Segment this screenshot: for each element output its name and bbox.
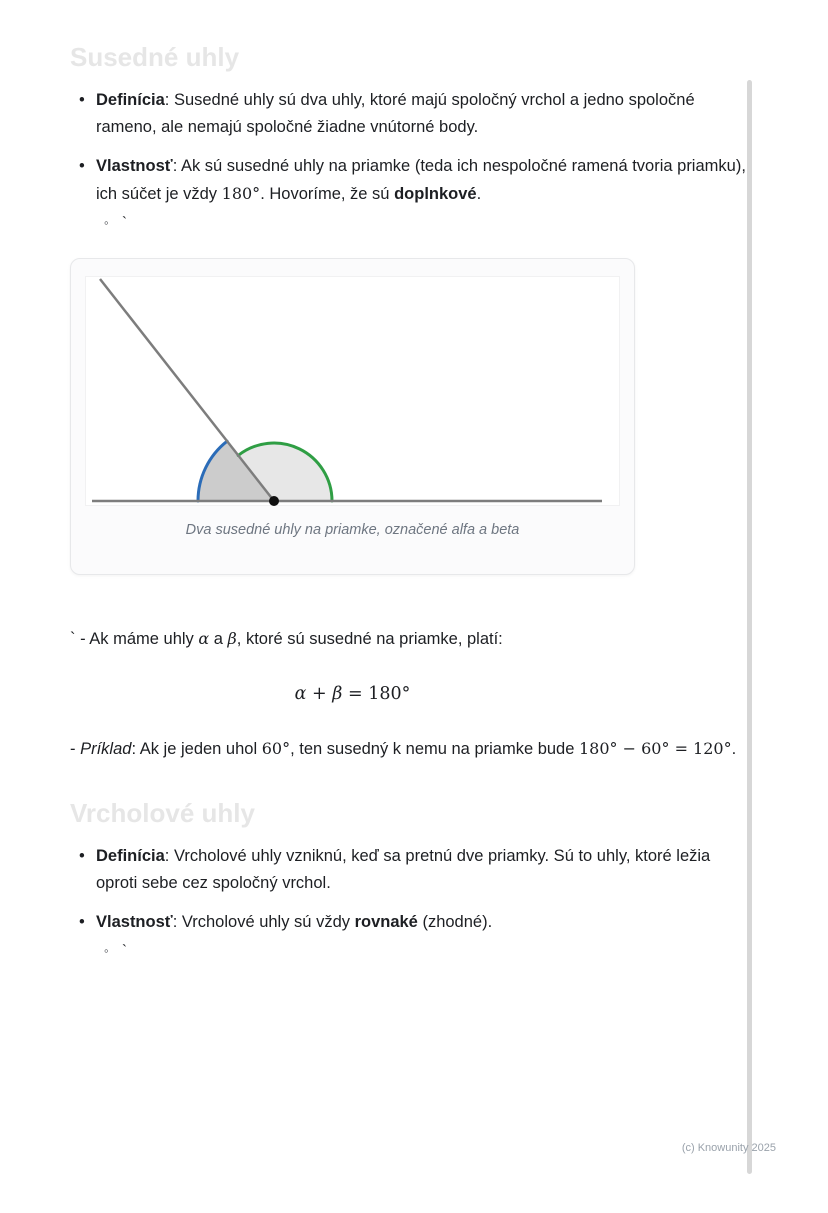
angle-diagram-svg (86, 277, 621, 507)
math-subtraction: 180° − 60° = 120° (579, 739, 732, 759)
bullet-icon: • (79, 91, 85, 110)
list-item (70, 153, 755, 208)
formula-alpha-plus-beta: α + β = 180° (294, 684, 411, 705)
sub-list-item (104, 938, 755, 964)
figure-adjacent-angles (70, 258, 635, 575)
bullet-icon: • (79, 157, 85, 176)
circle-bullet-icon: ◦ (104, 943, 109, 959)
definition-text: Definícia: Susedné uhly sú dva uhly, ktoré majú spoločný vrchol a jedno spoločné rameno, ale nemajú spoločné žiadne vnútorné body. (96, 91, 695, 137)
list-item (70, 843, 755, 897)
figure-caption: Dva susedné uhly na priamke, označené alfa a beta (185, 522, 520, 539)
section-heading-adjacent-angles: Susedné uhly (70, 42, 240, 72)
scrollbar-thumb[interactable] (747, 80, 752, 1174)
bullet-icon: • (79, 913, 85, 932)
example-paragraph: - Príklad: Ak je jeden uhol 60°, ten susedný k nemu na priamke bude 180° − 60° = 120°. (70, 739, 737, 759)
definition-text: Definícia: Vrcholové uhly vzniknú, keď sa pretnú dve priamky. Sú to uhly, ktoré ležia oproti sebe cez spoločný vrchol. (96, 847, 711, 893)
math-180: 180° (221, 184, 261, 204)
example-label: Príklad (80, 740, 132, 759)
bullet-icon: • (79, 847, 85, 866)
math-beta: β (227, 629, 237, 649)
sub-bullet-text: ` (122, 214, 127, 232)
rule-intro-text: ` - Ak máme uhly α a β, ktoré sú susedné na priamke, platí: (70, 629, 503, 649)
list-item (70, 87, 755, 141)
display-formula (70, 683, 635, 704)
math-60: 60° (261, 739, 291, 759)
document-page (0, 42, 828, 1213)
page-content (0, 42, 828, 964)
bullet-list-adjacent (70, 87, 755, 208)
property-text: Vlastnosť: Vrcholové uhly sú vždy rovnaké (zhodné). (96, 913, 493, 932)
section-heading-vertical-angles: Vrcholové uhly (70, 798, 255, 829)
sub-list-item (104, 210, 755, 236)
sub-bullet-text: ` (122, 942, 127, 960)
property-text: Vlastnosť: Ak sú susedné uhly na priamke (teda ich nespoločné ramená tvoria priamku), ich súčet je vždy 180°. Hovoríme, že sú doplnkové. (96, 157, 746, 204)
ray-line (100, 279, 274, 501)
footer-copyright: (c) Knowunity 2025 (681, 1142, 776, 1154)
list-item (70, 909, 755, 936)
vertex-dot (269, 496, 279, 506)
math-alpha: α (198, 629, 210, 649)
circle-bullet-icon: ◦ (104, 215, 109, 231)
bullet-list-vertical (70, 843, 755, 936)
angle-diagram (85, 276, 620, 506)
